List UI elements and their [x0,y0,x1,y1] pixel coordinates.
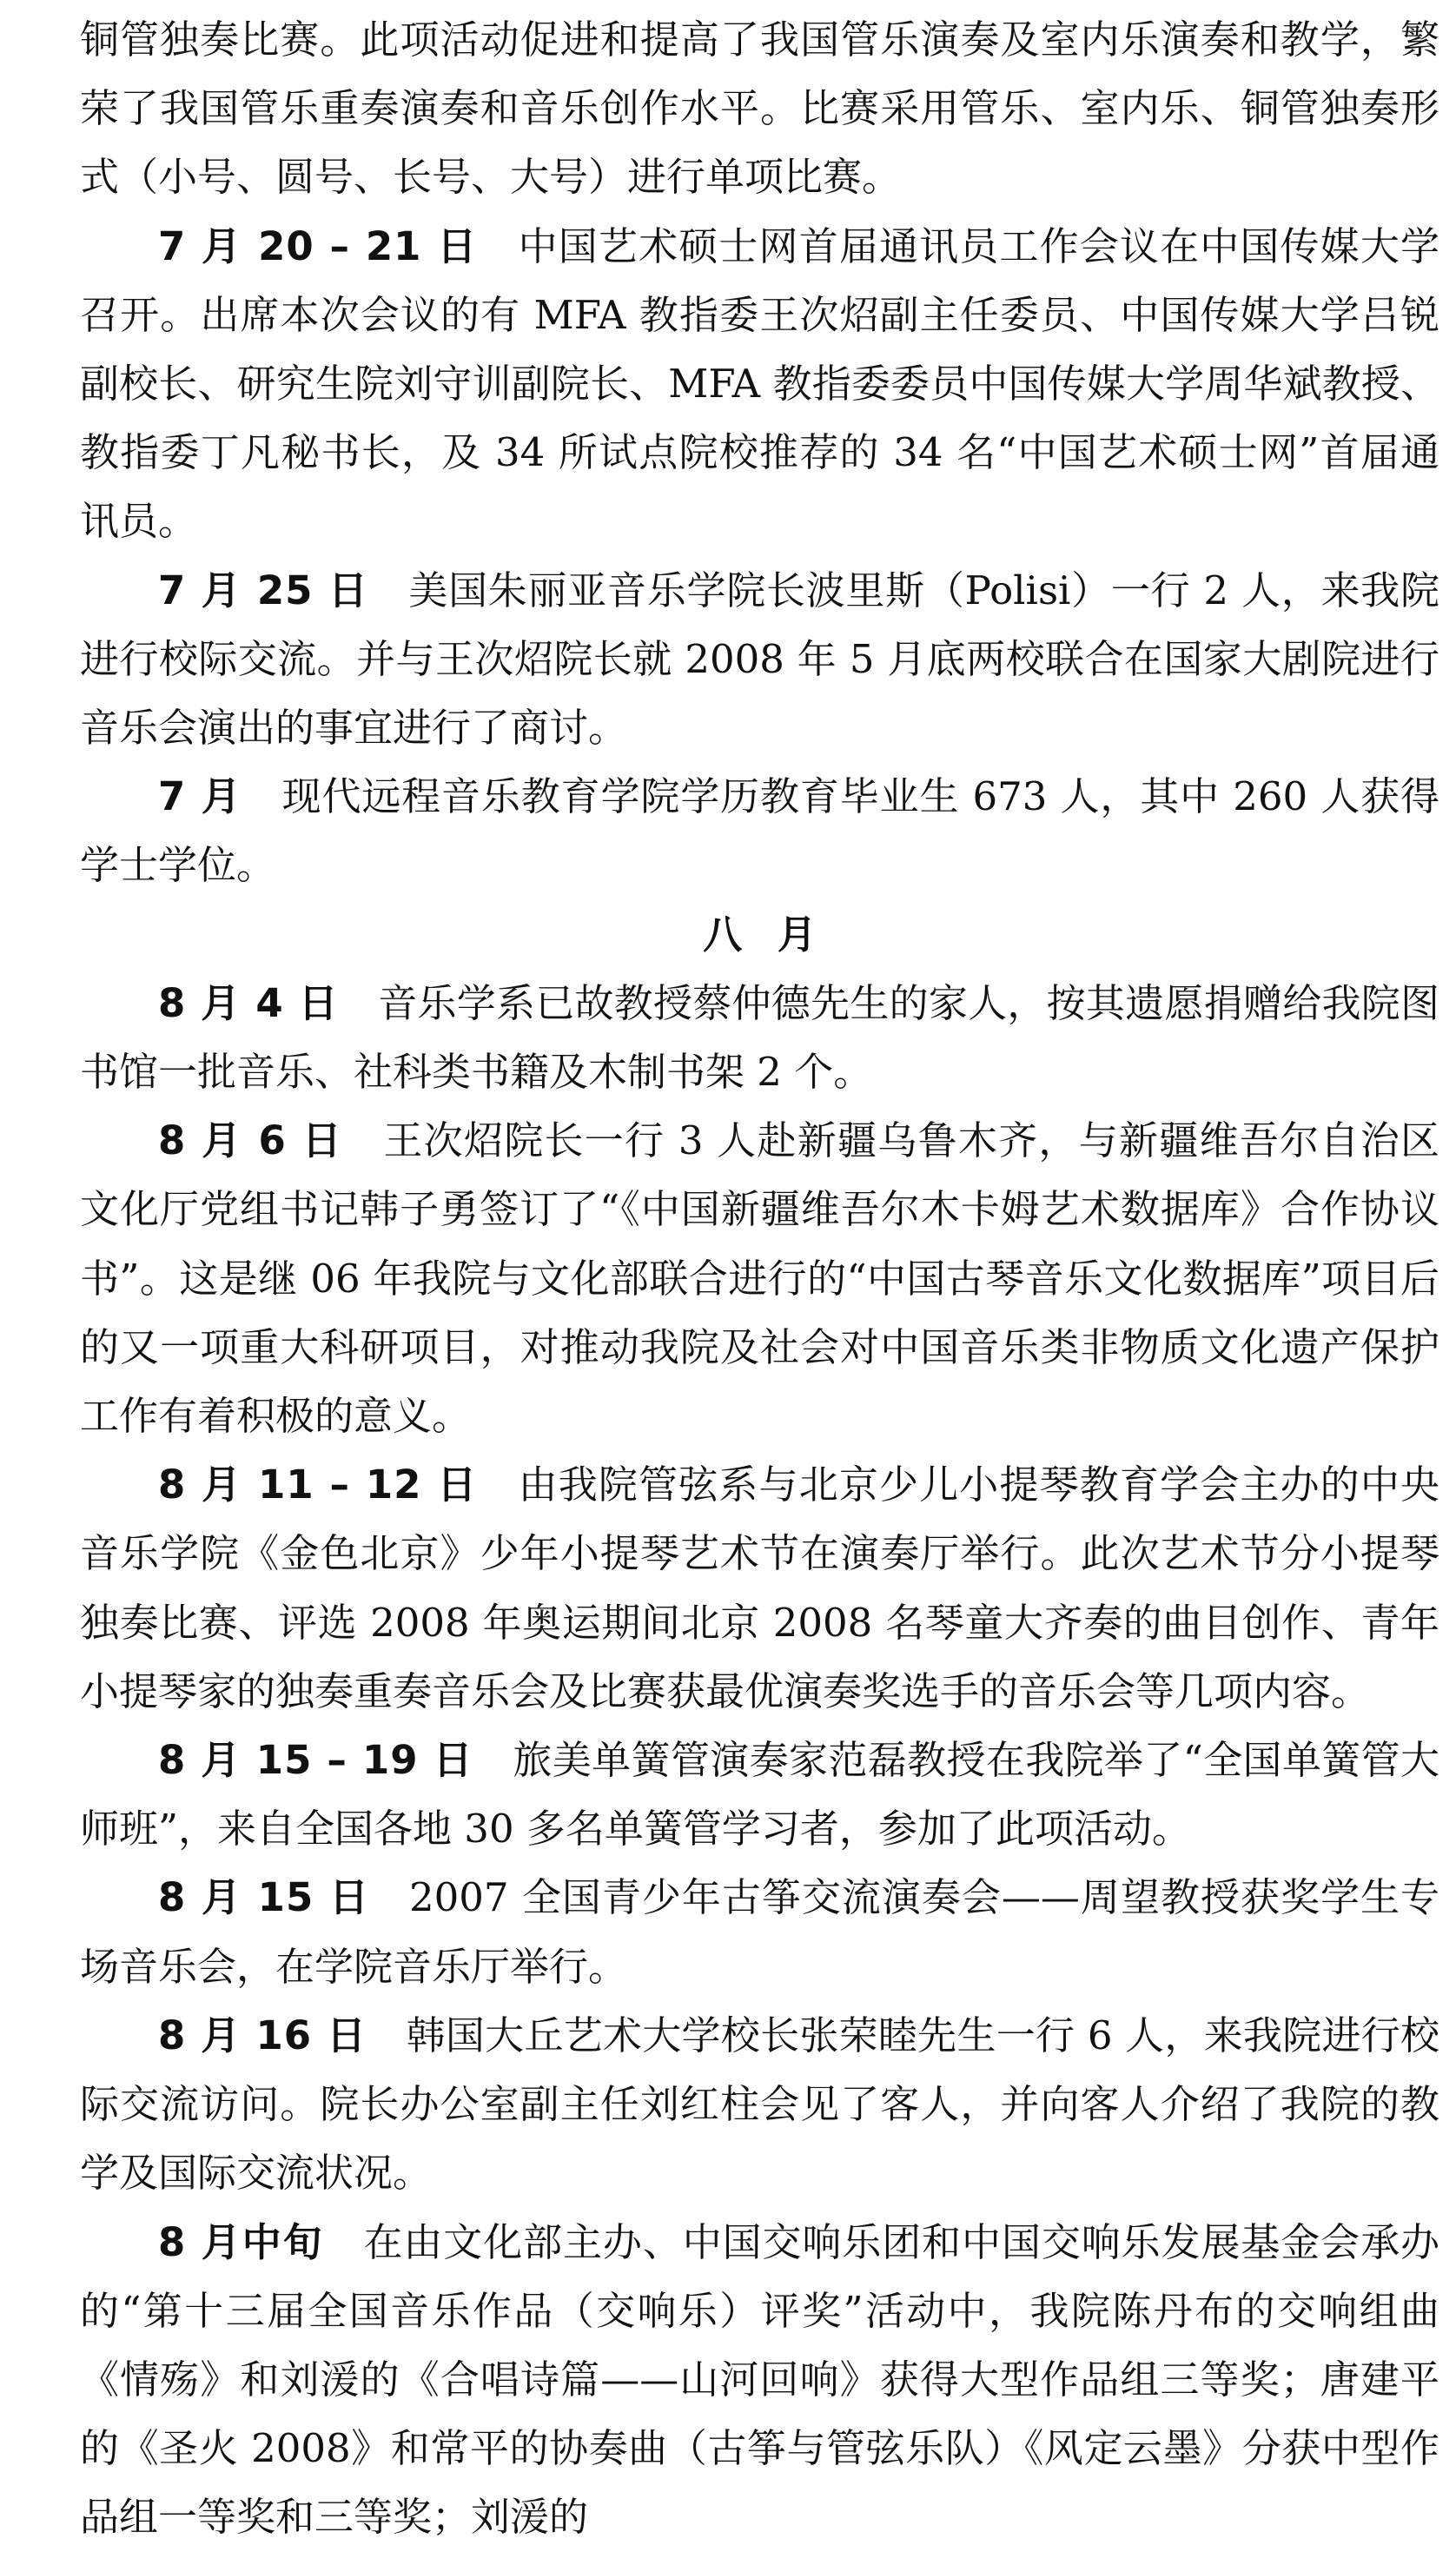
entry-date: 8 月 16 日 [158,2012,367,2058]
paragraph-text: 铜管独奏比赛。此项活动促进和提高了我国管乐演奏及室内乐演奏和教学，繁荣了我国管乐重奏演奏和音乐创作水平。比赛采用管乐、室内乐、铜管独奏形式（小号、圆号、长号、大号）进行单项比赛。 [80,17,1439,201]
paragraph-continuation [80,5,1439,212]
paragraph-text: 2007 全国青少年古筝交流演奏会——周望教授获奖学生专场音乐会，在学院音乐厅举行。 [80,1874,1440,1990]
entry-date: 8 月 4 日 [158,979,339,1026]
paragraph-text: 王次炤院长一行 3 人赴新疆乌鲁木齐，与新疆维吾尔自治区文化厅党组书记韩子勇签订了“《中国新疆维吾尔木卡姆艺术数据库》合作协议书”。这是继 06 年我院与文化部联合进行的“中国古琴音乐文化数据库”项目后的又一项重大科研项目，对推动我院及社会对中国音乐类非物质文化遗产保护工作有着积极的意义。 [80,1117,1440,1440]
entry-date: 8 月 6 日 [158,1117,344,1164]
paragraph-aug-15 [80,1863,1439,2000]
paragraph-jul [80,762,1439,899]
entry-date: 8 月 15 日 [158,1874,370,1921]
entry-date: 7 月 25 日 [158,567,369,613]
paragraph-text: 由我院管弦系与北京少儿小提琴教育学会主办的中央音乐学院《金色北京》少年小提琴艺术节在演奏厅举行。此次艺术节分小提琴独奏比赛、评选 2008 年奥运期间北京 2008 名琴童大齐奏的曲目创作、青年小提琴家的独奏重奏音乐会及比赛获最优演奏奖选手的音乐会等几项内容。 [80,1462,1439,1714]
paragraph-aug-6 [80,1106,1439,1450]
paragraph-text: 韩国大丘艺术大学校长张荣睦先生一行 6 人，来我院进行校际交流访问。院长办公室副主任刘红柱会见了客人，并向客人介绍了我院的教学及国际交流状况。 [80,2012,1439,2197]
paragraph-text: 美国朱丽亚音乐学院长波里斯（Polisi）一行 2 人，来我院进行校际交流。并与王次炤院长就 2008 年 5 月底两校联合在国家大剧院进行音乐会演出的事宜进行了商讨。 [80,567,1439,752]
entry-date: 7 月 [158,773,242,820]
paragraph-jul-25 [80,556,1439,763]
paragraph-text: 在由文化部主办、中国交响乐团和中国交响乐发展基金会承办的“第十三届全国音乐作品（交响乐）评奖”活动中，我院陈丹布的交响组曲《情殇》和刘湲的《合唱诗篇——山河回响》获得大型作品组三等奖；唐建平的《圣火 2008》和常平的协奏曲（古筝与管弦乐队）《风定云墨》分获中型作品组一等奖和三等奖；刘湲的 [80,2218,1439,2541]
entry-date: 8 月中旬 [158,2218,324,2265]
entry-date: 7 月 20 – 21 日 [158,222,479,269]
paragraph-text: 中国艺术硕士网首届通讯员工作会议在中国传媒大学召开。出席本次会议的有 MFA 教指委王次炤副主任委员、中国传媒大学吕锐副校长、研究生院刘守训副院长、MFA 教指委委员中国传媒大学周华斌教授、教指委丁凡秘书长，及 34 所试点院校推荐的 34 名“中国艺术硕士网”首届通讯员。 [80,222,1439,545]
paragraph-text: 旅美单簧管演奏家范磊教授在我院举了“全国单簧管大师班”，来自全国各地 30 多名单簧管学习者，参加了此项活动。 [80,1737,1439,1853]
paragraph-aug-4 [80,969,1439,1106]
paragraph-aug-16 [80,2001,1439,2208]
entry-date: 8 月 11 – 12 日 [158,1462,479,1508]
paragraph-jul-20-21 [80,212,1439,556]
paragraph-text: 现代远程音乐教育学院学历教育毕业生 673 人，其中 260 人获得学士学位。 [80,773,1439,889]
paragraph-aug-mid [80,2208,1439,2552]
section-heading-august: 八月 [703,911,852,958]
paragraph-aug-15-19 [80,1726,1439,1863]
entry-date: 8 月 15 – 19 日 [158,1737,474,1784]
document-page [80,5,1440,2541]
paragraph-aug-11-12 [80,1450,1439,1726]
paragraph-text: 音乐学系已故教授蔡仲德先生的家人，按其遗愿捐赠给我院图书馆一批音乐、社科类书籍及木制书架 2 个。 [80,979,1439,1096]
